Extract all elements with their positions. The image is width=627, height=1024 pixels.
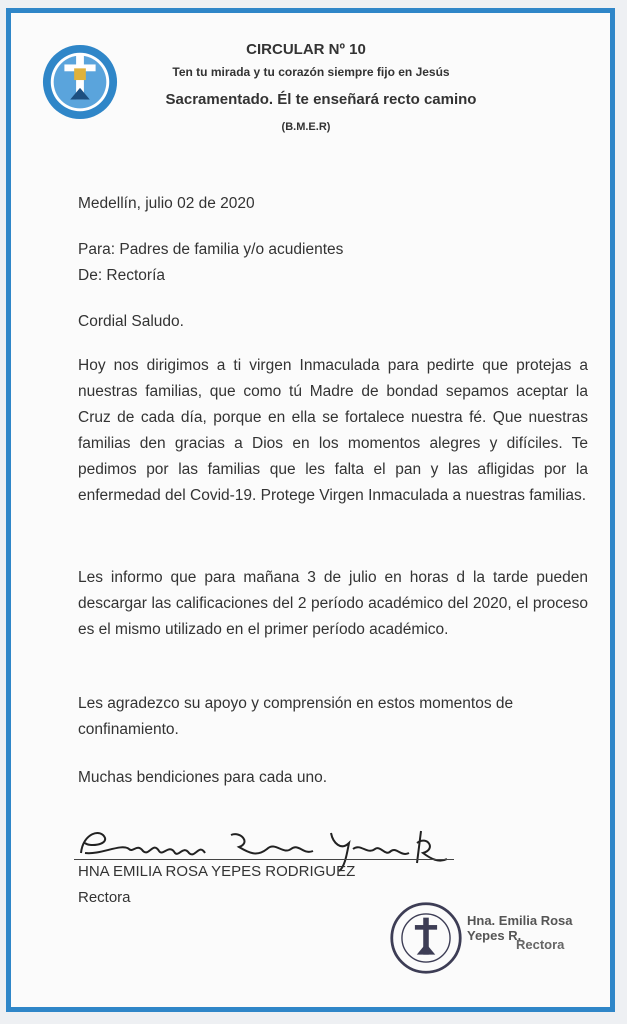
letter-greeting: Cordial Saludo.	[78, 313, 184, 330]
signatory-name: HNA EMILIA ROSA YEPES RODRIGUEZ	[78, 863, 356, 880]
circular-letter	[6, 8, 615, 1012]
signatory-role: Rectora	[78, 889, 131, 906]
letter-paragraph-3: Les agradezco su apoyo y comprensión en estos momentos de confinamiento.	[78, 695, 514, 738]
stamp-role: Rectora	[516, 937, 565, 952]
letter-paragraph-1: Hoy nos dirigimos a ti virgen Inmaculada para pedirte que protejas a nuestras familias, que como tú Madre de bondad sepamos aceptar la Cruz de cada día, porque en ella se fortalece nuestra fé. Que nuestras familias den gracias a Dios en los momentos alegres y difíciles. Te pedimos por las familias que les falta el pan y las afligidas por la enfermedad del Covid-19. Protege Virgen Inmaculada a nuestras familias.	[78, 357, 588, 504]
letter-date: Medellín, julio 02 de 2020	[78, 195, 255, 212]
signature-line	[74, 859, 454, 860]
stamp-name: Hna. Emilia Rosa Yepes R.	[467, 913, 573, 943]
letter-recipient: Para: Padres de familia y/o acudientes	[78, 241, 344, 258]
motto-line-1: Ten tu mirada y tu corazón siempre fijo en Jesús	[172, 65, 450, 79]
school-logo	[41, 43, 119, 121]
circular-title: CIRCULAR Nº 10	[246, 41, 366, 58]
letter-paragraph-2: Les informo que para mañana 3 de julio en horas d la tarde pueden descargar las calificaciones del 2 período académico del 2020, el proceso es el mismo utilizado en el primer período académico.	[78, 569, 588, 638]
school-seal	[389, 901, 463, 975]
initials: (B.M.E.R)	[281, 121, 331, 133]
letter-sender: De: Rectoría	[78, 267, 166, 284]
motto-line-2: Sacramentado. Él te enseñará recto camino	[165, 91, 477, 108]
letter-closing: Muchas bendiciones para cada uno.	[78, 769, 328, 786]
